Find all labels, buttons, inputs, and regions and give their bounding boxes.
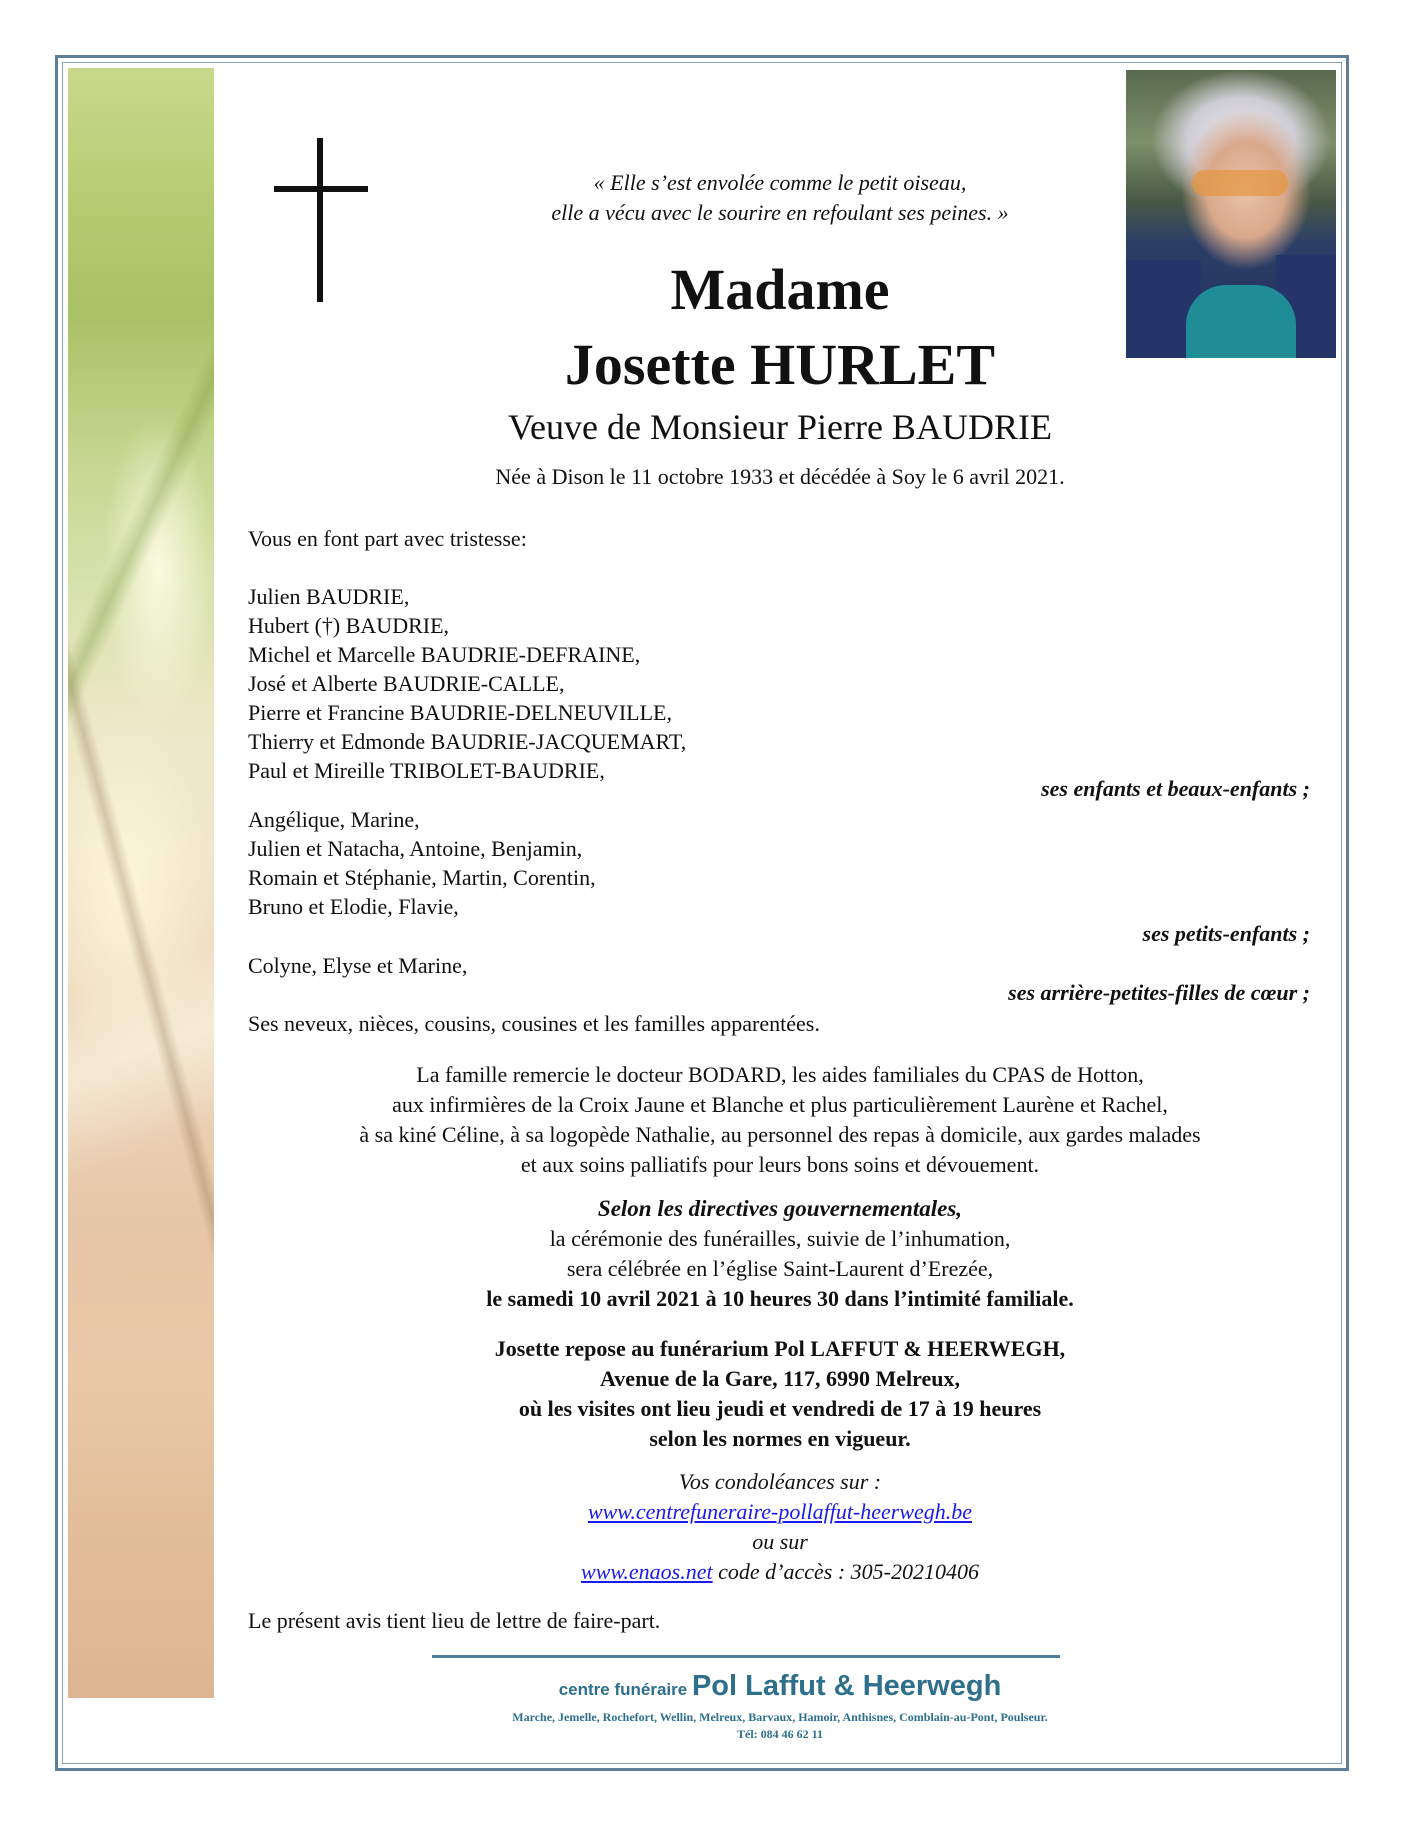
condolences-or: ou sur [752, 1529, 808, 1554]
closing-text: Le présent avis tient lieu de lettre de faire-part. [248, 1608, 661, 1633]
birth-death-dates: Née à Dison le 11 octobre 1933 et décédée à Soy le 6 avril 2021. [495, 464, 1065, 489]
condolences-intro: Vos condoléances sur : [678, 1469, 882, 1494]
widow-of: Veuve de Monsieur Pierre BAUDRIE [508, 407, 1052, 447]
children-list [248, 582, 686, 785]
forest-path-photo [68, 68, 214, 1698]
list-item: Bruno et Elodie, Flavie, [248, 894, 459, 919]
ceremony-date: le samedi 10 avril 2021 à 10 heures 30 dans l’intimité familiale. [486, 1286, 1074, 1311]
list-item: Julien BAUDRIE, [248, 584, 410, 609]
logo-phone: Tél: 084 46 62 11 [737, 1727, 823, 1741]
logo-small-text: centre funéraire [558, 1680, 692, 1699]
visit-line: Avenue de la Gare, 117, 6990 Melreux, [600, 1366, 960, 1391]
access-code: code d’accès : 305-20210406 [712, 1559, 979, 1584]
thanks-line: La famille remercie le docteur BODARD, les aides familiales du CPAS de Hotton, [416, 1062, 1144, 1087]
list-item: Angélique, Marine, [248, 807, 420, 832]
condolences-paragraph [220, 1467, 1340, 1587]
list-item: Thierry et Edmonde BAUDRIE-JACQUEMART, [248, 729, 687, 754]
list-item: Romain et Stéphanie, Martin, Corentin, [248, 865, 596, 890]
condolences-link-2[interactable]: www.enaos.net [581, 1559, 713, 1584]
list-item: José et Alberte BAUDRIE-CALLE, [248, 671, 565, 696]
grandchildren-list [248, 805, 596, 921]
list-item: Julien et Natacha, Antoine, Benjamin, [248, 836, 583, 861]
list-item: Colyne, Elyse et Marine, [248, 953, 468, 978]
ceremony-paragraph [220, 1194, 1340, 1314]
visit-paragraph [220, 1334, 1340, 1454]
visit-line: Josette repose au funérarium Pol LAFFUT & HEERWEGH, [494, 1336, 1066, 1361]
list-item: Paul et Mireille TRIBOLET-BAUDRIE, [248, 758, 605, 783]
deceased-name: Josette HURLET [564, 332, 996, 397]
ceremony-directive: Selon les directives gouvernementales, [597, 1196, 963, 1221]
deceased-title: Madame [670, 257, 890, 322]
logo-big-text: Pol Laffut & Heerwegh [691, 1670, 1002, 1702]
quote-line-2: elle a vécu avec le sourire en refoulant ses peines. » [551, 200, 1009, 225]
quote-line-1: « Elle s’est envolée comme le petit oiseau, [593, 170, 967, 195]
ceremony-line: sera célébrée en l’église Saint-Laurent d’Erezée, [566, 1256, 994, 1281]
children-label: ses enfants et beaux-enfants ; [1041, 776, 1310, 801]
great-grandchildren-label: ses arrière-petites-filles de cœur ; [1008, 980, 1310, 1005]
thanks-paragraph [220, 1060, 1340, 1180]
visit-line: où les visites ont lieu jeudi et vendredi de 17 à 19 heures [518, 1396, 1042, 1421]
condolences-link-1[interactable]: www.centrefuneraire-pollaffut-heerwegh.be [587, 1499, 973, 1524]
footer-divider [432, 1655, 1060, 1658]
visit-line: selon les normes en vigueur. [649, 1426, 911, 1451]
thanks-line: aux infirmières de la Croix Jaune et Blanche et plus particulièrement Laurène et Rachel, [392, 1092, 1168, 1117]
thanks-line: à sa kiné Céline, à sa logopède Nathalie, au personnel des repas à domicile, aux gardes malades [359, 1122, 1201, 1147]
announce-text: Vous en font part avec tristesse: [248, 526, 527, 551]
relatives-text: Ses neveux, nièces, cousins, cousines et les familles apparentées. [248, 1011, 820, 1036]
great-grandchildren-list [248, 951, 467, 980]
list-item: Pierre et Francine BAUDRIE-DELNEUVILLE, [248, 700, 672, 725]
funeral-home-logo [220, 1670, 1340, 1703]
list-item: Michel et Marcelle BAUDRIE-DEFRAINE, [248, 642, 641, 667]
ceremony-line: la cérémonie des funérailles, suivie de l’inhumation, [549, 1226, 1011, 1251]
list-item: Hubert (†) BAUDRIE, [248, 613, 450, 638]
thanks-line: et aux soins palliatifs pour leurs bons soins et dévouement. [520, 1152, 1040, 1177]
grandchildren-label: ses petits-enfants ; [1142, 921, 1310, 946]
logo-towns: Marche, Jemelle, Rochefort, Wellin, Melreux, Barvaux, Hamoir, Anthisnes, Comblain-au-Pont, Poulseur. [512, 1710, 1048, 1724]
quote [220, 168, 1340, 228]
